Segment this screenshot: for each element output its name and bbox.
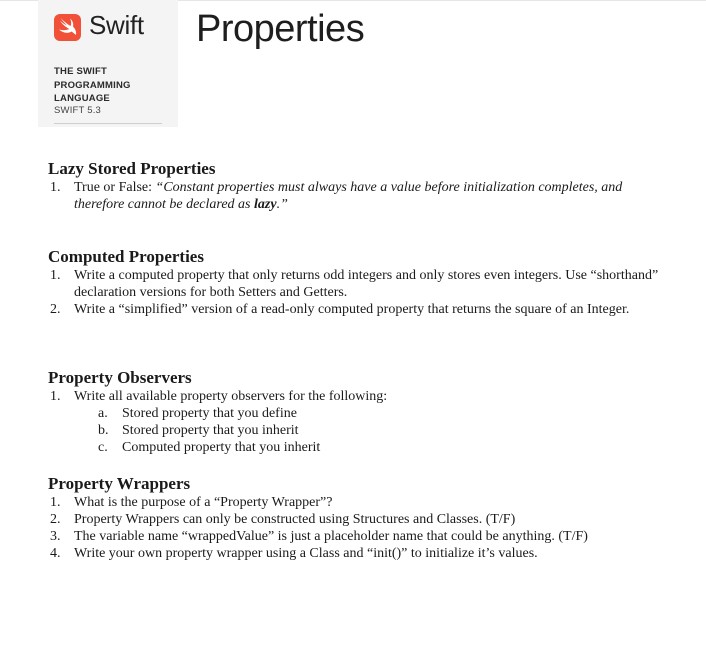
swift-logo-icon [54, 14, 81, 41]
brand-version: SWIFT 5.3 [54, 105, 102, 116]
section-property-observers [48, 369, 668, 456]
brand-divider [54, 123, 162, 124]
list-item: 4. Write your own property wrapper using a Class and “init()” to initialize it’s values. [50, 546, 538, 561]
sub-list-item: b. Stored property that you inherit [98, 423, 299, 438]
section-computed-properties [48, 248, 668, 318]
list-item: 1. Write a computed property that only returns odd integers and only stores even integers. Use “shorthand” declaration versions for both Setters and Getters. [50, 268, 659, 300]
brand-name: Swift [89, 10, 144, 40]
brand-subtitle: THE SWIFT PROGRAMMING LANGUAGE [54, 66, 131, 104]
section-heading: Lazy Stored Properties [48, 159, 216, 178]
list-item: 3. The variable name “wrappedValue” is just a placeholder name that could be anything. (T/F) [50, 529, 588, 544]
list-item: 2. Property Wrappers can only be constructed using Structures and Classes. (T/F) [50, 512, 516, 527]
list-item: 2. Write a “simplified” version of a read-only computed property that returns the square of an Integer. [50, 302, 630, 317]
section-property-wrappers [48, 475, 668, 562]
brand-panel [38, 0, 178, 127]
section-lazy-stored-properties [48, 160, 668, 213]
list-item: 1. True or False: “Constant properties must always have a value before initialization completes, and therefore cannot be declared as lazy.” [50, 180, 623, 212]
sub-list-item: c. Computed property that you inherit [98, 440, 321, 455]
list-item: 1. What is the purpose of a “Property Wrapper”? [50, 495, 333, 510]
section-heading: Computed Properties [48, 247, 204, 266]
list-item: 1. Write all available property observers for the following: [50, 389, 388, 404]
sub-list-item: a. Stored property that you define [98, 406, 297, 421]
page-title: Properties [196, 8, 365, 50]
section-heading: Property Wrappers [48, 474, 191, 493]
section-heading: Property Observers [48, 368, 192, 387]
